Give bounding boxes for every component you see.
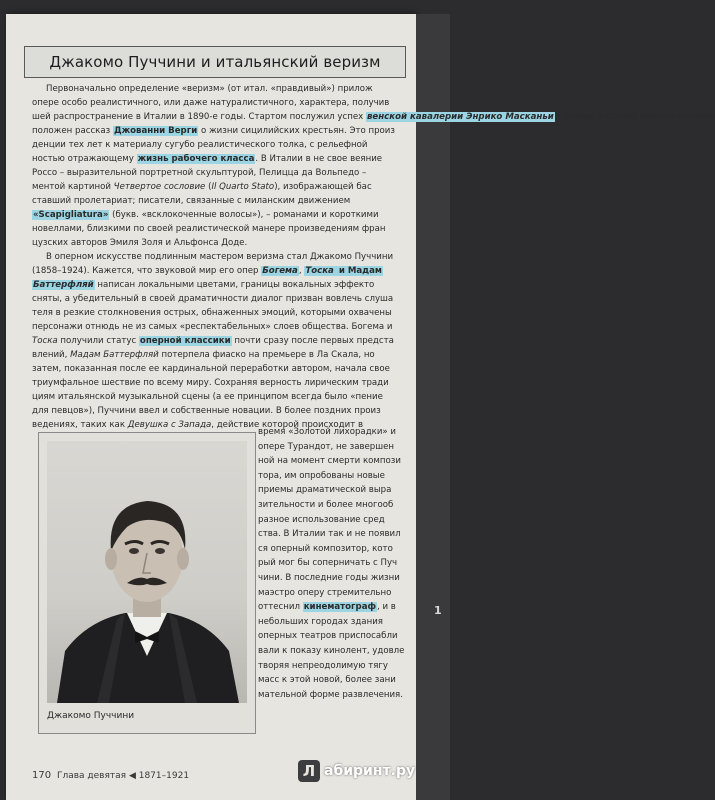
watermark <box>298 760 415 782</box>
watermark-text: абиринт.ру <box>324 763 416 779</box>
text-line: В оперном искусстве подлинным мастером веризма стал Джакомо Пуччини <box>46 252 394 262</box>
italic-painting: Четвертое сословие <box>113 182 206 192</box>
text-fragment: – оперы, в основу сюжета которой <box>554 112 715 122</box>
text-line: персонажи отнюдь не из самых «респектабельных» слоев общества. Богема и <box>32 322 393 332</box>
text-line: Россо – выразительной портретной скульптурой, Пелицца да Вольпедо – <box>32 168 367 178</box>
chapter-label: Глава девятая <box>56 771 127 781</box>
text-fragment: влений, <box>32 350 71 360</box>
text-line: маэстро оперу стремительно <box>258 587 392 598</box>
photo-caption: Джакомо Пуччини <box>47 711 135 721</box>
text-line <box>32 334 408 348</box>
highlight-scapigliatura: «Scapigliatura» <box>33 210 109 220</box>
text-line: денции тех лет к материалу сугубо реалистического толка, с рельефной <box>32 140 368 150</box>
text-line <box>32 124 408 138</box>
text-line: рый мог бы соперничать с Пуч <box>258 558 398 569</box>
highlight-boheme: Богема <box>262 266 298 276</box>
right-column-text <box>258 425 412 702</box>
text-fragment: о жизни сицилийских крестьян. Это произ <box>198 126 395 136</box>
italic-girl-west: Девушка с Запада <box>127 420 212 430</box>
text-line: затем, показанная после ее кардинальной переработки автором, начала свое <box>32 364 390 374</box>
text-line <box>258 600 412 615</box>
highlight-title-opera: венской кавалерии Энрико Масканьи <box>366 112 554 122</box>
text-line <box>32 180 408 194</box>
body-text <box>32 82 715 432</box>
text-line: (1858–1924). Кажется, что звуковой мир его опер Богема, Тоска и Мадам <box>32 266 382 276</box>
text-line: Первоначально определение «веризм» (от итал. «правдивый») прилож <box>46 84 373 94</box>
text-fragment: получили статус <box>57 336 139 346</box>
text-line: теля в резкие столкновения острых, обнаженных эмоций, которыми охвачены <box>32 308 392 318</box>
text-line <box>32 110 715 124</box>
text-fragment: шей распространение в Италии в 1890-е годы. Стартом послужил успех <box>32 112 366 122</box>
text-line: ставший пролетариат; писатели, связанные с миланским движением <box>32 196 351 206</box>
text-fragment: написан локальными цветами, границы вокальных эффекто <box>94 280 375 290</box>
text-line: мательной форме развлечения. <box>258 689 403 700</box>
text-line: цузских авторов Эмиля Золя и Альфонса Доде. <box>32 238 248 248</box>
portrait-illustration <box>47 441 247 703</box>
text-line: опере особо реалистичного, или даже натуралистичного, характера, получив <box>32 98 390 108</box>
chapter-arrow-icon: ◀ <box>128 771 136 781</box>
text-fragment: ментой картиной <box>32 182 114 192</box>
highlight-cinema: кинематограф <box>303 602 377 613</box>
text-line: небольших городах здания <box>258 616 383 627</box>
next-page-edge <box>416 14 450 800</box>
text-line <box>32 208 408 222</box>
text-line: триумфальное шествие по всему миру. Сохраняя верность лирическим тради <box>32 378 389 388</box>
italic-tosca: Тоска <box>32 336 58 346</box>
text-fragment: . В Италии в не свое веяние <box>255 154 383 164</box>
text-line: тора, им опробованы новые <box>258 470 385 481</box>
text-line: разное использование сред <box>258 514 385 525</box>
text-line <box>32 278 408 292</box>
text-fragment: , действие которой происходит в <box>211 420 364 430</box>
text-line: ства. В Италии так и не появил <box>258 529 401 540</box>
text-fragment: , и в <box>377 602 396 613</box>
text-line: чини. В последние годы жизни <box>258 572 400 583</box>
text-fragment: ведениях, таких как <box>32 420 128 430</box>
highlight-verga: Джованни Верги <box>113 126 198 136</box>
text-line: сняты, а убедительный в своей драматичности диалог призван вовлечь слуша <box>32 294 394 304</box>
puccini-portrait <box>47 441 247 703</box>
portrait-frame <box>38 432 256 734</box>
text-line: циям итальянской музыкальной сцены (а ее принципом всегда было «пение <box>32 392 383 402</box>
text-line: зительности и более многооб <box>258 499 394 510</box>
page-footer <box>32 770 189 781</box>
labirint-logo-icon: Л <box>298 760 320 782</box>
text-line: ной на момент смерти компози <box>258 456 401 467</box>
text-line: ся оперный композитор, кото <box>258 543 393 554</box>
highlight-opera-classic: оперной классики <box>139 336 231 346</box>
text-fragment: ностью отражающему <box>32 154 137 164</box>
text-line: творяя непреодолимую тягу <box>258 660 388 671</box>
text-fragment: (1858–1924). Кажется, что звуковой мир его опер <box>32 266 262 276</box>
text-fragment: ), изображающей бас <box>274 182 372 192</box>
text-line: для певцов»), Пуччини ввел и собственные новации. В более поздних произ <box>32 406 381 416</box>
text-line <box>32 152 408 166</box>
page-number: 170 <box>32 770 52 781</box>
text-line: масс к этой новой, более зани <box>258 675 396 686</box>
section-title: Джакомо Пуччини и итальянский веризм <box>49 53 381 71</box>
highlight-butterfly: Баттерфляй <box>33 280 94 290</box>
section-header <box>24 46 406 78</box>
italic-painting-original: Il Quarto Stato <box>211 182 275 192</box>
text-fragment: потерпела фиаско на премьере в Ла Скала, но <box>158 350 375 360</box>
text-fragment: оттеснил <box>258 602 303 613</box>
paragraph-2 <box>32 250 408 432</box>
text-fragment: положен рассказ <box>32 126 113 136</box>
text-line: приемы драматической выра <box>258 485 392 496</box>
italic-butterfly: Мадам Баттерфляй <box>70 350 159 360</box>
text-line: новеллами, близкими по своей реалистической манере произведениям фран <box>32 224 386 234</box>
next-page-digit: 1 <box>434 604 442 617</box>
paragraph-1 <box>32 82 715 250</box>
highlight-madam: и Мадам <box>335 266 382 276</box>
text-line <box>32 348 408 362</box>
text-fragment: ( <box>205 182 212 192</box>
highlight-working-class: жизнь рабочего класса <box>137 154 255 164</box>
text-line: вали к показу кинолент, удовле <box>258 645 405 656</box>
text-line: опере Турандот, не завершен <box>258 441 395 452</box>
highlight-tosca: Тоска <box>305 266 334 276</box>
chapter-years: 1871–1921 <box>138 771 190 781</box>
text-fragment: (букв. «всклокоченные волосы»), – романами и короткими <box>109 210 379 220</box>
text-line: время «Золотой лихорадки» и <box>258 427 396 437</box>
text-fragment: почти сразу после первых предста <box>231 336 394 346</box>
text-line: оперных театров приспосабли <box>258 631 398 642</box>
